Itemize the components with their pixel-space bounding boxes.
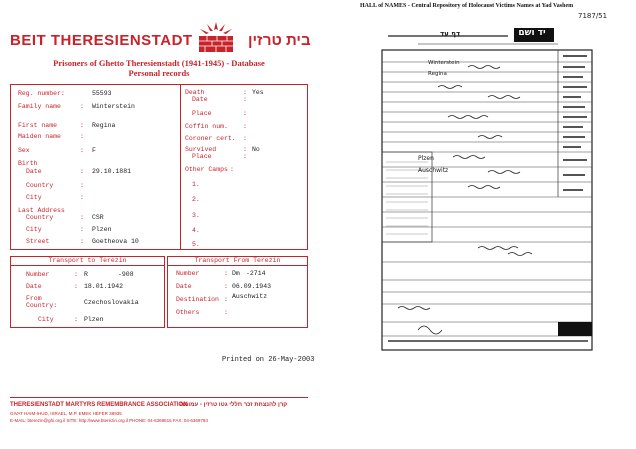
transport-from-destination-label: Destination	[176, 296, 219, 303]
theresienstadt-record: BEIT THERESIENSTADT בית טרזין Prisoners of Ghetto Theresienstadt (1941-1945) - Database Personal records Reg. number: 55593 Family name : Winterstein First name : Regina Maiden name : Sex : F Birth Date : 29.10.1881 Country : City : Last Address Country : CSR City : Plzen Street : Goetheova 10 Death : Yes Date : Place : Coffin num. : Coroner cert. : Survived : No Place : Other Camps : 1. 2. 3. 4. 5. Transport to Terezin Number : R -908 Date : 18.01.1942 From Country: Czechoslovakia City : Plzen Transport From Terezin Number : Dm -2714 Date : 06.09.1943 Destination : Auschwitz Others : Printed on 26-May-2003 THERESIENSTADT MARTYRS REMEMBRANCE ASSOCIATION קרן להנצחת זכר חללי גטו טרזין - עמותה GIVAT HAIM-IHUD, ISRAEL, M.P. EMEK HEFER 38935 E-MAIL: bterezin@ghi.org.il SITE: http://www.bterezin.org.il PHONE: 04-6369515 FAX: 04-6369793	[0, 0, 318, 449]
hall-of-names-title: HALL of NAMES - Central Repository of Holocaust Victims Names at Yad Vashem	[360, 3, 574, 9]
birth-country-label: Country	[26, 182, 54, 189]
camp-3: 3.	[192, 212, 200, 219]
death-place-label: Place	[192, 110, 212, 117]
birth-city-label: City	[26, 194, 42, 201]
sex-label: Sex	[18, 147, 30, 154]
camp-1: 1.	[192, 181, 200, 188]
reg-number-value: 55593	[92, 90, 112, 97]
transport-from-box	[167, 256, 308, 328]
transport-to-header: Transport to Terezin	[48, 257, 127, 264]
transport-from-header: Transport From Terezin	[194, 257, 281, 264]
transport-to-number-value: -908	[118, 271, 134, 278]
camp-4: 4.	[192, 227, 200, 234]
family-name-value: Winterstein	[92, 103, 135, 110]
box-divider	[180, 84, 181, 250]
birth-date-value: 29.10.1881	[92, 168, 132, 175]
last-city-label: City	[26, 226, 42, 233]
sex-value: F	[92, 147, 96, 154]
transport-to-from-label: From	[26, 295, 42, 302]
survived-value: No	[252, 146, 260, 153]
transport-to-country-value: Czechoslovakia	[84, 299, 139, 306]
footer-association-hebrew: קרן להנצחת זכר חללי גטו טרזין - עמותה	[180, 402, 288, 408]
first-name-label: First name	[18, 122, 58, 129]
book-logo-icon	[195, 20, 237, 54]
footer-contact: E-MAIL: bterezin@ghi.org.il SITE: http://www.bterezin.org.il PHONE: 04-6369515 FAX: 04-6369793	[10, 418, 208, 423]
survived-place-label: Place	[192, 153, 212, 160]
camp-2: 2.	[192, 196, 200, 203]
street-value: Goetheova 10	[92, 238, 139, 245]
transport-from-destination-value: Auschwitz	[232, 293, 268, 300]
death-value: Yes	[252, 89, 264, 96]
transport-to-date-label: Date	[26, 283, 42, 290]
printed-date: Printed on 26-May-2003	[222, 356, 315, 364]
death-date-label: Date	[192, 96, 208, 103]
transport-to-number-label: Number	[26, 271, 50, 278]
footer-rule	[10, 397, 308, 398]
title-english: BEIT THERESIENSTADT	[10, 32, 193, 49]
transport-to-country-label: Country:	[26, 302, 58, 309]
family-name-label: Family name	[18, 103, 61, 110]
transport-to-city-value: Plzen	[84, 316, 104, 323]
handwritten-camp: Auschwitz	[418, 167, 449, 174]
last-address-label: Last Address	[18, 207, 65, 214]
reg-number-label: Reg. number:	[18, 90, 65, 97]
coffin-num-label: Coffin num.	[185, 123, 228, 130]
coroner-cert-label: Coroner cert.	[185, 135, 236, 142]
footer-association: THERESIENSTADT MARTYRS REMEMBRANCE ASSOCIATION	[10, 402, 188, 408]
masthead-subtitle: דף עד	[440, 30, 461, 38]
transport-to-city-label: City	[38, 316, 54, 323]
handwritten-place: Plzen	[418, 155, 434, 162]
transport-to-date-value: 18.01.1942	[84, 283, 124, 290]
corner-number: 7187/51	[578, 12, 608, 20]
footer-address: GIVAT HAIM-IHUD, ISRAEL, M.P. EMEK HEFER 38935	[10, 411, 122, 416]
other-camps-label: Other Camps	[185, 166, 228, 173]
title-hebrew: בית טרזין	[248, 32, 311, 49]
subtitle: Prisoners of Ghetto Theresienstadt (1941-1945) - Database	[53, 58, 265, 68]
transport-from-number-value: -2714	[246, 270, 266, 277]
testimony-form-scan	[358, 22, 594, 357]
transport-to-number-prefix: R	[84, 271, 88, 278]
first-name-value: Regina	[92, 122, 116, 129]
transport-from-number-label: Number	[176, 270, 200, 277]
transport-from-others-label: Others	[176, 309, 200, 316]
transport-from-number-prefix: Dm	[232, 270, 240, 277]
yad-vashem-masthead: יד ושם	[518, 28, 546, 38]
handwritten-first-name: Regina	[428, 71, 447, 77]
handwritten-family-name: Winterstein	[428, 60, 460, 66]
survived-label: Survived	[185, 146, 217, 153]
birth-date-label: Date	[26, 168, 42, 175]
transport-from-date-value: 06.09.1943	[232, 283, 272, 290]
street-label: Street	[26, 238, 50, 245]
maiden-name-label: Maiden name	[18, 133, 61, 140]
subtitle-personal-records: Personal records	[128, 68, 190, 78]
last-country-value: CSR	[92, 214, 104, 221]
last-city-value: Plzen	[92, 226, 112, 233]
last-country-label: Country	[26, 214, 54, 221]
birth-label: Birth	[18, 160, 38, 167]
death-label: Death	[185, 89, 205, 96]
camp-5: 5.	[192, 241, 200, 248]
transport-from-date-label: Date	[176, 283, 192, 290]
